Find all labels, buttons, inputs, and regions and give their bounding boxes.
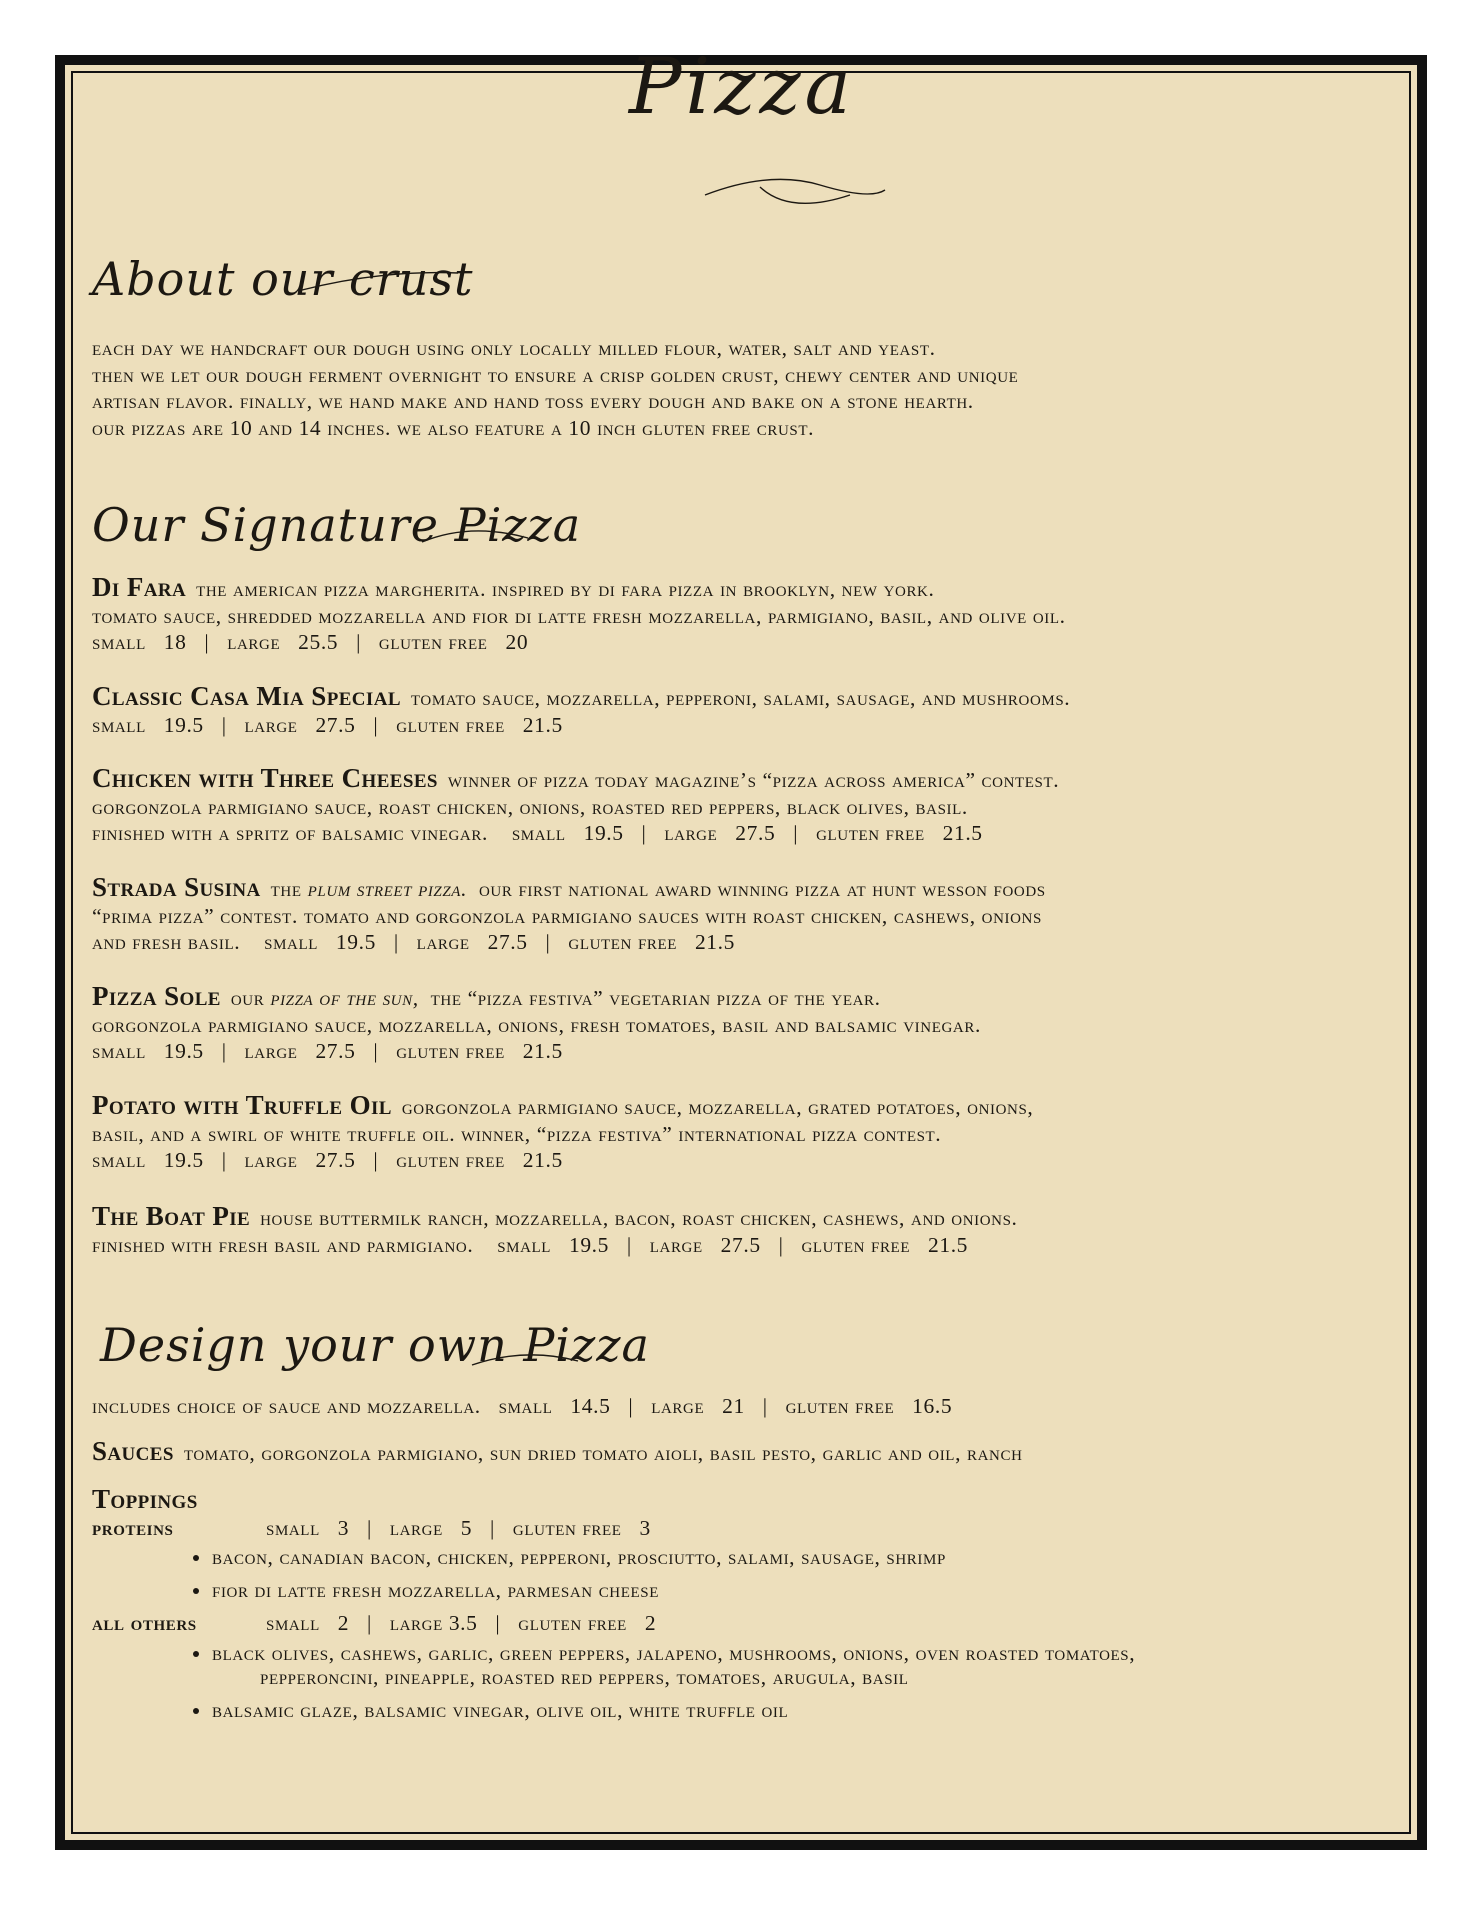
item-prices: small 19.5 | large 27.5 | gluten free 21.5 [92, 1039, 563, 1063]
about-heading-underline [300, 265, 460, 295]
item-desc-line1a: the [270, 877, 308, 901]
menu-item-chicken-three-cheeses [92, 765, 1392, 847]
list-item [212, 1641, 1392, 1690]
list-item-text: black olives, cashews, garlic, green peppers, jalapeno, mushrooms, onions, oven roasted tomatoes, [212, 1640, 1136, 1665]
item-desc-line2: tomato sauce, shredded mozzarella and fior di latte fresh mozzarella, parmigiano, basil, and olive oil. [92, 603, 1066, 628]
about-line-4: our pizzas are 10 and 14 inches. we also feature a 10 inch gluten free crust. [92, 415, 815, 440]
item-desc-line1: the american pizza margherita. inspired by di fara pizza in brooklyn, new york. [196, 577, 935, 601]
design-includes [92, 1393, 1392, 1420]
item-desc-line1: gorgonzola parmigiano sauce, mozzarella, grated potatoes, onions, [401, 1095, 1034, 1119]
menu-item-boat-pie [92, 1203, 1392, 1258]
item-prices: small 18 | large 25.5 | gluten free 20 [92, 630, 529, 654]
item-desc-line1a: our [230, 986, 271, 1010]
signature-heading-flourish [420, 520, 530, 550]
sauces-list: tomato, gorgonzola parmigiano, sun dried tomato aioli, basil pesto, garlic and oil, ranch [183, 1441, 1023, 1465]
item-name: The Boat Pie [92, 1201, 251, 1231]
menu-item-classic-casa-mia [92, 683, 1392, 738]
signature-heading: Our Signature Pizza [92, 498, 582, 552]
about-line-2: then we let our dough ferment overnight to ensure a crisp golden crust, chewy center and unique [92, 362, 1019, 387]
about-line-3: artisan flavor. finally, we hand make and hand toss every dough and bake on a stone hearth. [92, 389, 974, 413]
others-list [92, 1641, 1392, 1723]
sauces-label: Sauces [92, 1436, 174, 1466]
design-heading-flourish [470, 1345, 580, 1373]
toppings-label: Toppings [92, 1484, 198, 1514]
item-desc-line3: finished with a spritz of balsamic vinegar. small 19.5 | large 27.5 | gluten free 21.5 [92, 821, 983, 845]
item-desc-line1: winner of pizza today magazine’s “pizza across america” contest. [447, 768, 1060, 792]
item-name: Chicken with Three Cheeses [92, 763, 438, 793]
proteins-list [92, 1545, 1392, 1602]
item-desc-line2: basil, and a swirl of white truffle oil. winner, “pizza festiva” international pizza contest. [92, 1121, 942, 1146]
item-desc-line2: “prima pizza” contest. tomato and gorgonzola parmigiano sauces with roast chicken, cashews, onions [92, 903, 1042, 928]
item-prices: small 19.5 | large 27.5 | gluten free 21.5 [92, 1148, 563, 1172]
list-item: • bacon, canadian bacon, chicken, pepperoni, prosciutto, salami, sausage, shrimp [212, 1545, 1392, 1570]
item-name: Strada Susina [92, 872, 261, 902]
list-item: • balsamic glaze, balsamic vinegar, olive oil, white truffle oil [212, 1698, 1392, 1723]
design-includes-text: includes choice of sauce and mozzarella. small 14.5 | large 21 | gluten free 16.5 [92, 1394, 953, 1418]
list-item-continuation: pepperoncini, pineapple, roasted red peppers, tomatoes, arugula, basil [260, 1665, 909, 1689]
page-title [0, 42, 1484, 132]
others-prices: small 2 | large 3.5 | gluten free 2 [266, 1611, 657, 1635]
menu-item-pizza-sole [92, 983, 1392, 1065]
about-line-1: each day we handcraft our dough using only locally milled flour, water, salt and yeast. [92, 336, 936, 360]
item-desc-line1b: the “pizza festiva” vegetarian pizza of the year. [418, 986, 881, 1010]
proteins-prices: small 3 | large 5 | gluten free 3 [266, 1515, 651, 1540]
item-desc-line2: gorgonzola parmigiano sauce, mozzarella, onions, fresh tomatoes, basil and balsamic vinegar. [92, 1012, 981, 1037]
title-flourish [700, 165, 890, 215]
menu-item-potato-truffle [92, 1092, 1392, 1174]
item-desc-line2: gorgonzola parmigiano sauce, roast chicken, onions, roasted red peppers, black olives, basil. [92, 794, 968, 819]
design-toppings [92, 1486, 1392, 1730]
item-name: Potato with Truffle Oil [92, 1090, 392, 1120]
page-title-text: Pizza [628, 42, 856, 132]
item-name: Di Fara [92, 572, 187, 602]
item-desc-emphasis: pizza of the sun, [270, 986, 419, 1010]
about-heading: About our crust [92, 252, 474, 306]
item-desc-line2: finished with fresh basil and parmigiano. small 19.5 | large 27.5 | gluten free 21.5 [92, 1232, 969, 1257]
design-heading: Design your own Pizza [100, 1318, 650, 1372]
item-desc-line1b: our first national award winning pizza at hunt wesson foods [467, 877, 1046, 901]
menu-item-di-fara [92, 574, 1392, 656]
item-prices: small 19.5 | large 27.5 | gluten free 21.5 [92, 712, 563, 737]
proteins-label: proteins [92, 1515, 174, 1540]
item-desc-line1: tomato sauce, mozzarella, pepperoni, salami, sausage, and mushrooms. [410, 686, 1071, 710]
list-item: • fior di latte fresh mozzarella, parmesan cheese [212, 1578, 1392, 1603]
design-sauces [92, 1438, 1392, 1467]
item-desc-emphasis: plum street pizza. [307, 877, 468, 901]
item-desc-line3: and fresh basil. small 19.5 | large 27.5 | gluten free 21.5 [92, 930, 735, 954]
item-desc-line1: house buttermilk ranch, mozzarella, bacon, roast chicken, cashews, and onions. [260, 1206, 1018, 1230]
menu-item-strada-susina [92, 874, 1392, 956]
item-name: Pizza Sole [92, 981, 221, 1011]
about-paragraph [92, 335, 1392, 441]
item-name: Classic Casa Mia Special [92, 681, 401, 711]
others-label: all others [92, 1611, 197, 1635]
